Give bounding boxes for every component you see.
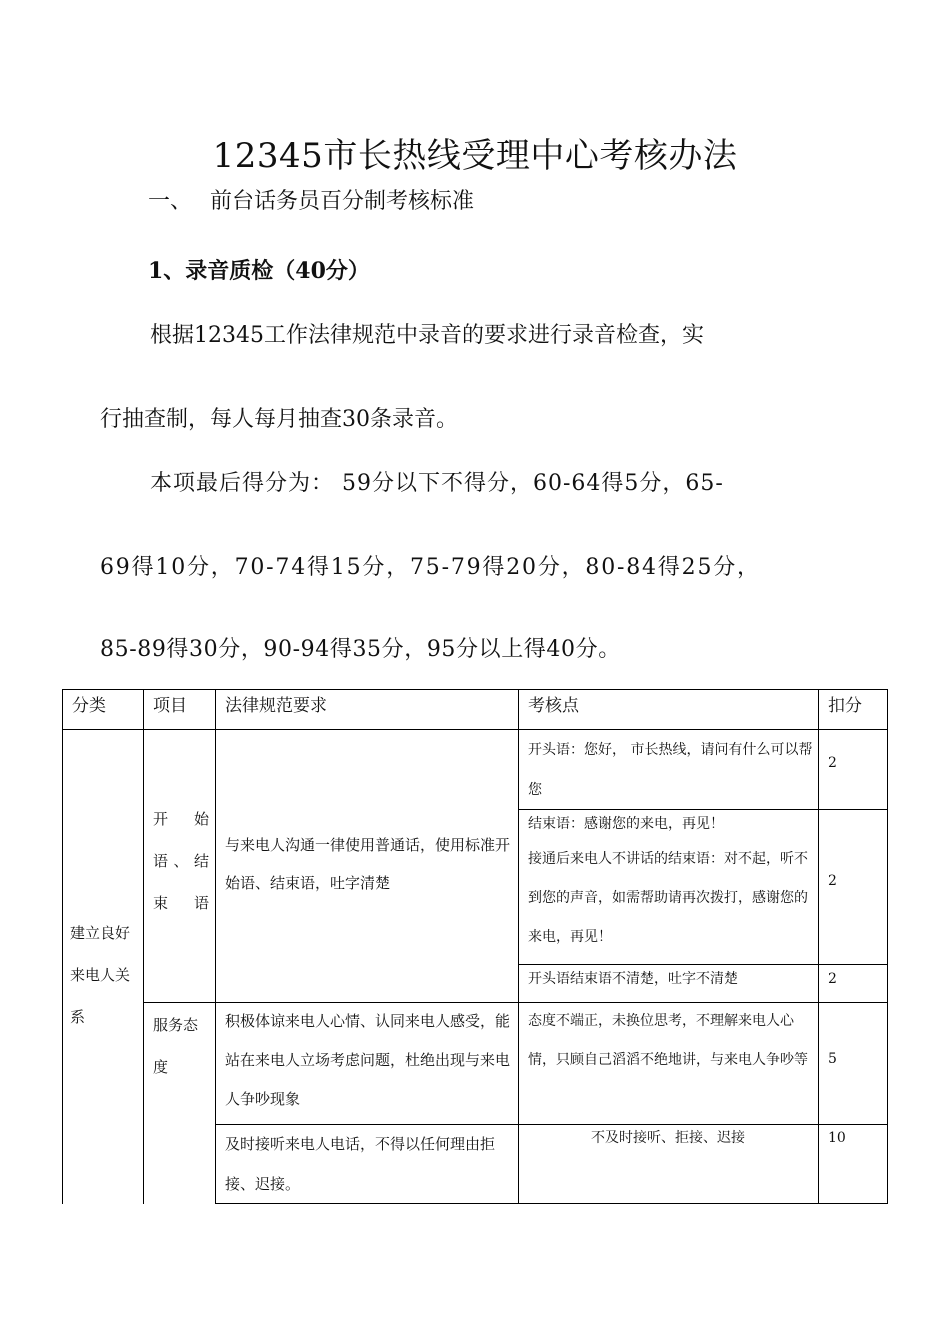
table-score: 2: [828, 873, 837, 889]
table-score: 2: [828, 755, 837, 771]
table-border: [887, 689, 888, 1204]
table-header-deduction: 扣分: [828, 696, 862, 716]
paragraph-line: 69得10分，70-74得15分，75-79得20分，80-84得25分，: [100, 555, 761, 580]
table-requirement: 积极体谅来电人心情、认同来电人感受，能站在来电人立场考虑问题，杜绝出现与来电人争吵现象: [225, 1012, 511, 1108]
subsection-heading: 1、录音质检（40分）: [148, 258, 370, 284]
table-header-category: 分类: [72, 696, 106, 716]
table-border: [62, 689, 63, 1204]
table-checkpoint: 接通后来电人不讲话的结束语：对不起，听不到您的声音，如需帮助请再次拨打，感谢您的来电，再见！: [528, 851, 808, 945]
table-border: [215, 689, 216, 1204]
table-score: 2: [828, 971, 837, 987]
table-checkpoint: 态度不端正，未换位思考，不理解来电人心情，只顾自己滔滔不绝地讲，与来电人争吵等: [528, 1013, 808, 1068]
paragraph-line: 根据12345工作法律规范中录音的要求进行录音检查，实: [150, 323, 704, 348]
table-border: [818, 689, 819, 1204]
table-requirement: 及时接听来电人电话，不得以任何理由拒接、迟接。: [225, 1135, 496, 1193]
table-category: 建立良好来电人关系: [70, 924, 131, 1026]
section-number: 一、: [148, 189, 193, 214]
table-border: [143, 689, 144, 1204]
table-item-opening: 开始语、结束语: [153, 810, 209, 912]
table-checkpoint: 开头语结束语不清楚，吐字不清楚: [528, 971, 738, 987]
section-heading: [148, 184, 474, 215]
table-score: 5: [828, 1051, 837, 1067]
paragraph-line: 本项最后得分为： 59分以下不得分，60-64得5分，65-: [150, 471, 724, 496]
table-score: 10: [828, 1130, 846, 1146]
paragraph-line: 行抽查制，每人每月抽查30条录音。: [100, 407, 458, 432]
table-checkpoint: 结束语：感谢您的来电，再见！: [528, 816, 724, 832]
document-title: 12345市长热线受理中心考核办法: [212, 136, 738, 176]
table-item-attitude: 服务态度: [153, 1016, 199, 1076]
table-checkpoint: 开头语：您好， 市长热线，请问有什么可以帮您: [528, 742, 813, 798]
paragraph-line: 85-89得30分，90-94得35分，95分以上得40分。: [100, 637, 621, 662]
section-heading-text: 前台话务员百分制考核标准: [210, 189, 475, 214]
table-requirement: 与来电人沟通一律使用普通话，使用标准开始语、结束语，吐字清楚: [225, 836, 511, 892]
table-header-item: 项目: [153, 696, 187, 716]
table-border: [62, 689, 888, 690]
table-header-checkpoint: 考核点: [528, 696, 579, 716]
table-checkpoint: 不及时接听、拒接、迟接: [591, 1130, 745, 1146]
table-header-requirement: 法律规范要求: [225, 696, 327, 716]
